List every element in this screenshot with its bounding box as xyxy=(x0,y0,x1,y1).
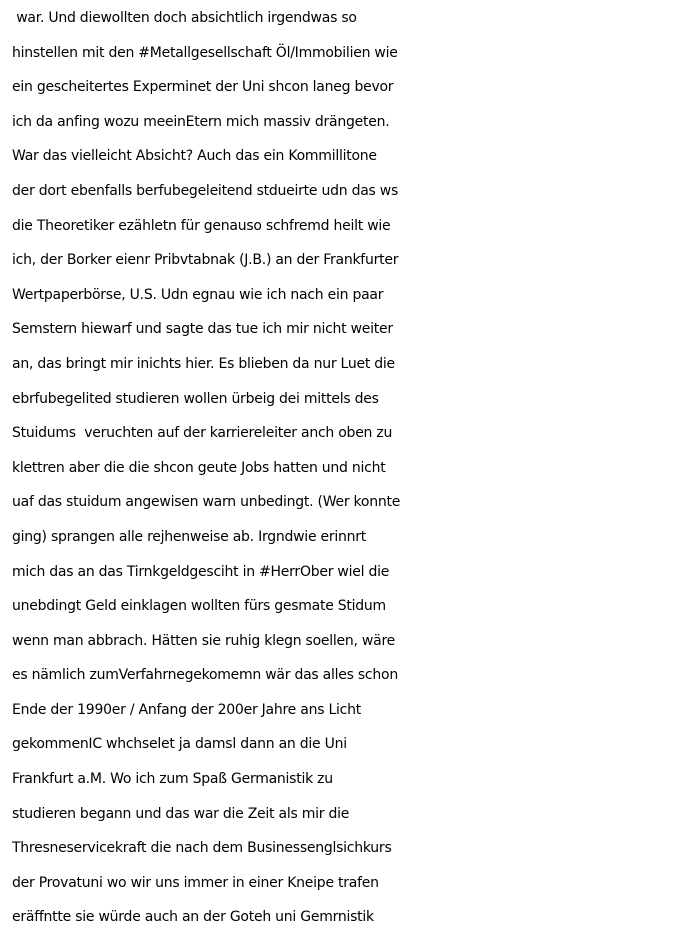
text-line-17: mich das an das Tirnkgeldgesciht in #HerrOber wiel die xyxy=(12,563,390,580)
text-line-14: klettren aber die die shcon geute Jobs hatten und nicht xyxy=(12,459,386,476)
text-line-24: studieren begann und das war die Zeit als mir die xyxy=(12,805,350,822)
text-line-27: eräffntte sie würde auch an der Goteh uni Gemrnistik xyxy=(12,909,374,926)
text-line-11: an, das bringt mir inichts hier. Es blieben da nur Luet die xyxy=(12,355,395,372)
text-line-10: Semstern hiewarf und sagte das tue ich mir nicht weiter xyxy=(12,321,393,338)
text-line-13: Stuidums veruchten auf der karriereleiter anch oben zu xyxy=(12,425,393,442)
text-line-9: Wertpaperbörse, U.S. Udn egnau wie ich nach ein paar xyxy=(12,286,384,303)
text-line-3: ein gescheitertes Experminet der Uni shcon laneg bevor xyxy=(12,79,394,96)
text-line-22: gekommenIC whchselet ja damsl dann an die Uni xyxy=(12,736,347,753)
text-line-21: Ende der 1990er / Anfang der 200er Jahre ans Licht xyxy=(12,701,361,718)
text-line-6: der dort ebenfalls berfubegeleitend stdueirte udn das ws xyxy=(12,182,399,199)
text-line-20: es nämlich zumVerfahrnegekomemn wär das alles schon xyxy=(12,667,398,684)
text-line-1: war. Und diewollten doch absichtlich irgendwas so xyxy=(12,10,357,26)
text-line-23: Frankfurt a.M. Wo ich zum Spaß Germanistik zu xyxy=(12,771,333,788)
text-line-19: wenn man abbrach. Hätten sie ruhig klegn soellen, wäre xyxy=(12,632,396,649)
text-line-26: der Provatuni wo wir uns immer in einer Kneipe trafen xyxy=(12,874,379,891)
document-text xyxy=(12,1,682,935)
text-line-4: ich da anfing wozu meeinEtern mich massiv drängeten. xyxy=(12,113,390,130)
text-line-2: hinstellen mit den #Metallgesellschaft Öl/Immobilien wie xyxy=(12,44,398,61)
text-line-12: ebrfubegelited studieren wollen ürbeig dei mittels des xyxy=(12,390,379,407)
text-line-25: Thresneservicekraft die nach dem Businessenglsichkurs xyxy=(12,840,392,857)
text-line-16: ging) sprangen alle rejhenweise ab. Irgndwie erinnrt xyxy=(12,528,367,545)
text-line-8: ich, der Borker eienr Pribvtabnak (J.B.) an der Frankfurter xyxy=(12,252,399,269)
text-line-18: unebdingt Geld einklagen wollten fürs gesmate Stidum xyxy=(12,598,386,615)
text-line-5: War das vielleicht Absicht? Auch das ein Kommillitone xyxy=(12,148,377,165)
text-line-7: die Theoretiker ezähletn für genauso schfremd heilt wie xyxy=(12,217,391,234)
text-line-15: uaf das stuidum angewisen warn unbedingt. (Wer konnte xyxy=(12,494,401,511)
